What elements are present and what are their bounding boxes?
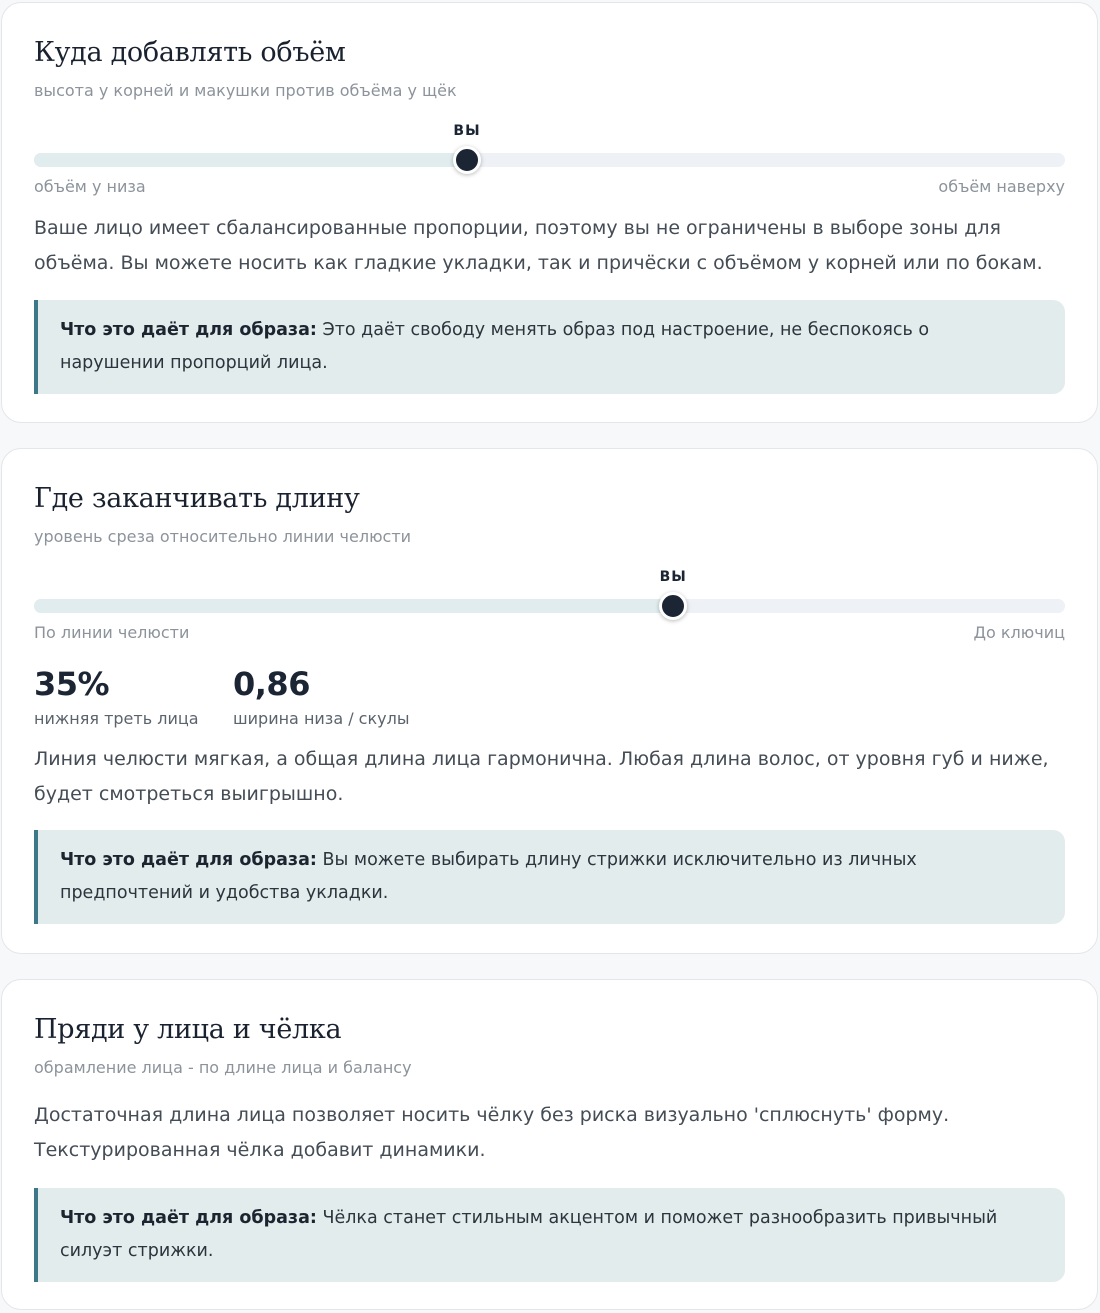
- card-title: Куда добавлять объём: [34, 37, 346, 68]
- note-label: Что это даёт для образа:: [60, 1208, 317, 1228]
- note-text: Чёлка станет стильным акцентом и поможет разнообразить привычный силуэт стрижки.: [60, 1208, 998, 1261]
- scale-knob[interactable]: [659, 592, 687, 620]
- note-label: Что это даёт для образа:: [60, 320, 317, 340]
- length-card: [1, 448, 1098, 954]
- stat-value: 0,86: [233, 665, 310, 703]
- volume-card: [1, 2, 1098, 423]
- image-benefit-note: [34, 300, 1065, 394]
- card-description: Достаточная длина лица позволяет носить чёлку без риска визуально 'сплюснуть' форму. Текстурированная чёлка добавит динамики.: [34, 1104, 950, 1161]
- card-description: Ваше лицо имеет сбалансированные пропорции, поэтому вы не ограничены в выборе зоны для объёма. Вы можете носить как гладкие укладки, так и причёски с объёмом у корней или по бокам.: [34, 217, 1043, 274]
- scale-left-label: По линии челюсти: [34, 623, 190, 642]
- stat-value: 35%: [34, 665, 110, 703]
- card-subtitle: уровень среза относительно линии челюсти: [34, 527, 412, 546]
- card-subtitle: высота у корней и макушки против объёма у щёк: [34, 81, 457, 100]
- scale-marker-label: ВЫ: [453, 123, 481, 139]
- scale-right-label: объём наверху: [938, 177, 1065, 196]
- scale-knob[interactable]: [453, 146, 481, 174]
- stat-label: нижняя треть лица: [34, 709, 199, 728]
- note-label: Что это даёт для образа:: [60, 850, 317, 870]
- card-title: Пряди у лица и чёлка: [34, 1014, 342, 1045]
- scale-marker-label: ВЫ: [659, 569, 687, 585]
- note-text: Это даёт свободу менять образ под настроение, не беспокоясь о нарушении пропорций лица.: [60, 320, 930, 373]
- stat-width-ratio: [233, 665, 409, 728]
- image-benefit-note: [34, 1188, 1065, 1282]
- scale-left-label: объём у низа: [34, 177, 146, 196]
- scale-fill: [34, 599, 673, 613]
- card-description: Линия челюсти мягкая, а общая длина лица гармонична. Любая длина волос, от уровня губ и ниже, будет смотреться выигрышно.: [34, 748, 1049, 805]
- scale-track: [34, 153, 1065, 167]
- note-text: Вы можете выбирать длину стрижки исключительно из личных предпочтений и удобства укладки.: [60, 850, 917, 903]
- scale-fill: [34, 153, 467, 167]
- length-scale: [34, 571, 1065, 641]
- bangs-card: [1, 979, 1098, 1310]
- card-title: Где заканчивать длину: [34, 483, 360, 514]
- volume-scale: [34, 125, 1065, 195]
- scale-track: [34, 599, 1065, 613]
- card-subtitle: обрамление лица - по длине лица и балансу: [34, 1058, 412, 1077]
- scale-right-label: До ключиц: [973, 623, 1065, 642]
- image-benefit-note: [34, 830, 1065, 924]
- stat-lower-third: [34, 665, 199, 728]
- stat-label: ширина низа / скулы: [233, 709, 410, 728]
